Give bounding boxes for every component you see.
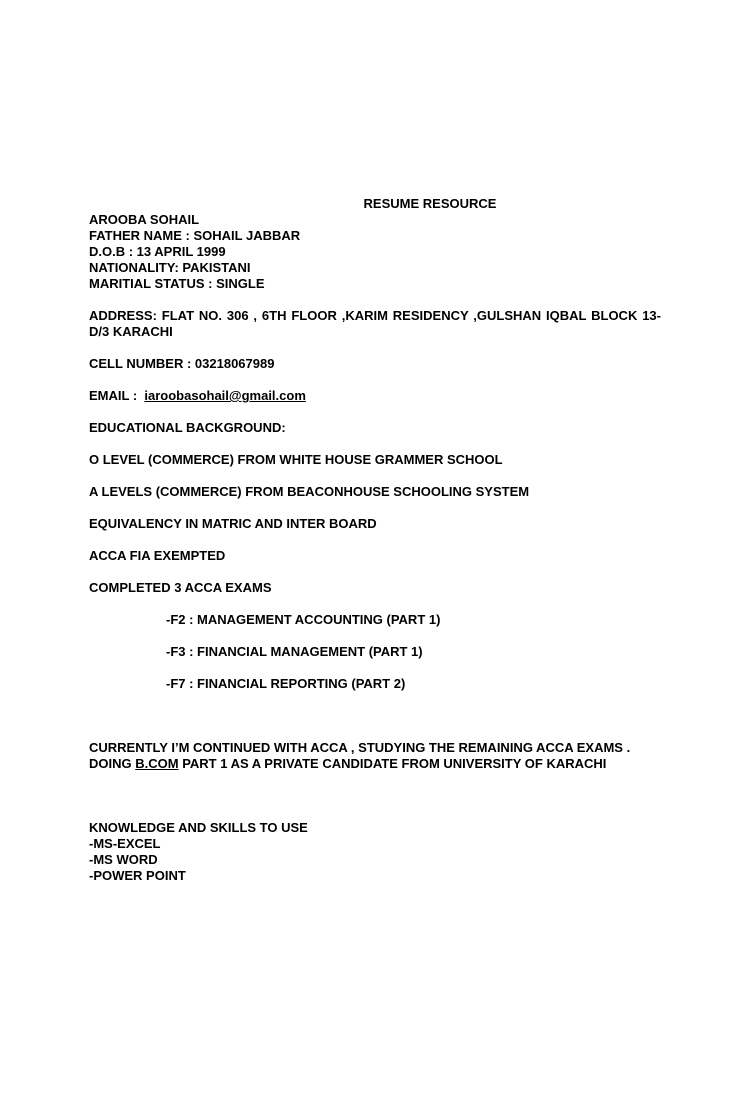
education-olevel: O LEVEL (COMMERCE) FROM WHITE HOUSE GRAMMER SCHOOL [89, 452, 503, 467]
education-equivalency: EQUIVALENCY IN MATRIC AND INTER BOARD [89, 516, 377, 531]
email-line [89, 388, 661, 404]
father-name: FATHER NAME : SOHAIL JABBAR [89, 228, 301, 243]
spacer [89, 772, 661, 788]
document-title: RESUME RESOURCE [363, 196, 497, 211]
current-degree-prefix: DOING [89, 756, 136, 771]
education-completed-exams: COMPLETED 3 ACCA EXAMS [89, 580, 272, 595]
spacer [89, 788, 661, 804]
skill-item: -POWER POINT [89, 868, 186, 883]
date-of-birth: D.O.B : 13 APRIL 1999 [89, 244, 226, 259]
skills-heading: KNOWLEDGE AND SKILLS TO USE [89, 820, 308, 835]
spacer [89, 404, 661, 420]
education-heading: EDUCATIONAL BACKGROUND: [89, 420, 286, 435]
spacer [89, 660, 661, 676]
exam-item: -F7 : FINANCIAL REPORTING (PART 2) [166, 676, 406, 691]
spacer [89, 724, 661, 740]
spacer [89, 500, 661, 516]
email-link[interactable]: iaroobasohail@gmail.com [144, 388, 306, 403]
spacer [89, 372, 661, 388]
skill-item: -MS-EXCEL [89, 836, 161, 851]
applicant-name: AROOBA SOHAIL [89, 212, 200, 227]
email-label: EMAIL : [89, 388, 138, 403]
spacer [89, 692, 661, 708]
nationality: NATIONALITY: PAKISTANI [89, 260, 251, 275]
spacer [89, 340, 661, 356]
exam-item: -F3 : FINANCIAL MANAGEMENT (PART 1) [166, 644, 423, 659]
spacer [89, 708, 661, 724]
resume-document [89, 196, 661, 884]
spacer [89, 628, 661, 644]
spacer [89, 532, 661, 548]
current-degree-suffix: PART 1 AS A PRIVATE CANDIDATE FROM UNIVERSITY OF KARACHI [178, 756, 607, 771]
spacer [89, 564, 661, 580]
bcom-link[interactable]: B.COM [135, 756, 179, 771]
marital-status: MARITIAL STATUS : SINGLE [89, 276, 265, 291]
education-acca-fia: ACCA FIA EXEMPTED [89, 548, 226, 563]
cell-number: CELL NUMBER : 03218067989 [89, 356, 275, 371]
address: ADDRESS: FLAT NO. 306 , 6TH FLOOR ,KARIM RESIDENCY ,GULSHAN IQBAL BLOCK 13-D/3 KARACHI [89, 308, 661, 339]
spacer [89, 436, 661, 452]
exam-item: -F2 : MANAGEMENT ACCOUNTING (PART 1) [166, 612, 441, 627]
spacer [89, 468, 661, 484]
spacer [89, 596, 661, 612]
education-alevel: A LEVELS (COMMERCE) FROM BEACONHOUSE SCHOOLING SYSTEM [89, 484, 530, 499]
current-degree [89, 756, 661, 772]
spacer [89, 292, 661, 308]
spacer [89, 804, 661, 820]
current-status: CURRENTLY I’M CONTINUED WITH ACCA , STUDYING THE REMAINING ACCA EXAMS . [89, 740, 631, 755]
skill-item: -MS WORD [89, 852, 158, 867]
